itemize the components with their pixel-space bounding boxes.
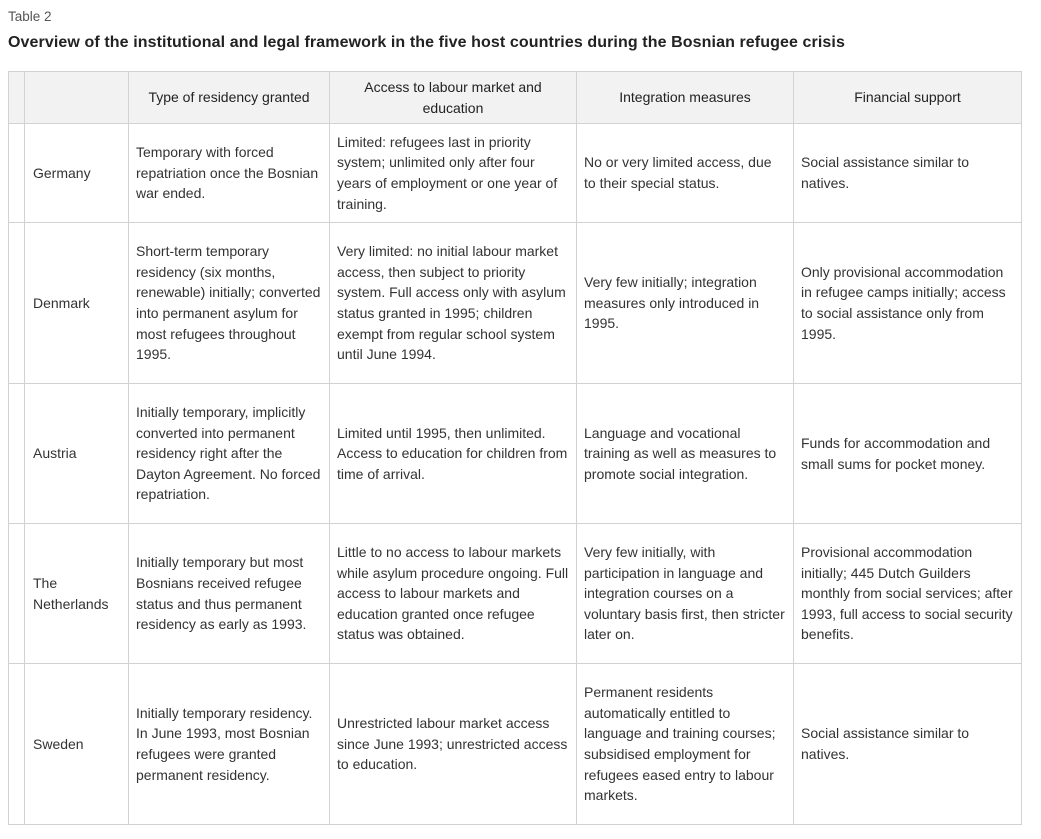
row-stub-cell: [9, 524, 25, 664]
table-label: Table 2: [8, 9, 52, 24]
country-cell: Sweden: [25, 664, 129, 825]
table-row: [9, 664, 1022, 825]
financial-cell: Funds for accommodation and small sums for pocket money.: [794, 384, 1022, 524]
financial-cell: Social assistance similar to natives.: [794, 124, 1022, 223]
row-stub-cell: [9, 223, 25, 384]
integration-cell: No or very limited access, due to their special status.: [577, 124, 794, 223]
header-country: [25, 72, 129, 124]
header-stub-cell: [9, 72, 25, 124]
table-row: [9, 223, 1022, 384]
header-labour: Access to labour market and education: [330, 72, 577, 124]
residency-cell: Temporary with forced repatriation once the Bosnian war ended.: [129, 124, 330, 223]
integration-cell: Very few initially; integration measures only introduced in 1995.: [577, 223, 794, 384]
labour-cell: Limited: refugees last in priority system; unlimited only after four years of employment or one year of training.: [330, 124, 577, 223]
integration-cell: Permanent residents automatically entitled to language and training courses; subsidised employment for refugees eased entry to labour markets.: [577, 664, 794, 825]
residency-cell: Initially temporary residency. In June 1993, most Bosnian refugees were granted permanent residency.: [129, 664, 330, 825]
labour-cell: Unrestricted labour market access since June 1993; unrestricted access to education.: [330, 664, 577, 825]
integration-cell: Very few initially, with participation in language and integration courses on a voluntary basis first, then stricter later on.: [577, 524, 794, 664]
labour-cell: Limited until 1995, then unlimited. Access to education for children from time of arrival.: [330, 384, 577, 524]
residency-cell: Initially temporary, implicitly converted into permanent residency right after the Dayton Agreement. No forced repatriation.: [129, 384, 330, 524]
labour-cell: Little to no access to labour markets while asylum procedure ongoing. Full access to labour markets and education granted once refugee status was obtained.: [330, 524, 577, 664]
country-cell: Denmark: [25, 223, 129, 384]
financial-cell: Only provisional accommodation in refugee camps initially; access to social assistance only from 1995.: [794, 223, 1022, 384]
table-row: [9, 124, 1022, 223]
country-cell: Germany: [25, 124, 129, 223]
financial-cell: Provisional accommodation initially; 445 Dutch Guilders monthly from social services; after 1993, full access to social security benefits.: [794, 524, 1022, 664]
table-row: [9, 384, 1022, 524]
header-financial: Financial support: [794, 72, 1022, 124]
framework-table: [8, 71, 1022, 825]
row-stub-cell: [9, 384, 25, 524]
financial-cell: Social assistance similar to natives.: [794, 664, 1022, 825]
header-integration: Integration measures: [577, 72, 794, 124]
labour-cell: Very limited: no initial labour market access, then subject to priority system. Full access only with asylum status granted in 1995; children exempt from regular school system until June 1994.: [330, 223, 577, 384]
table-title: Overview of the institutional and legal framework in the five host countries during the Bosnian refugee crisis: [8, 34, 845, 51]
row-stub-cell: [9, 124, 25, 223]
table-header-row: [9, 72, 1022, 124]
row-stub-cell: [9, 664, 25, 825]
residency-cell: Initially temporary but most Bosnians received refugee status and thus permanent residency as early as 1993.: [129, 524, 330, 664]
table-row: [9, 524, 1022, 664]
country-cell: The Netherlands: [25, 524, 129, 664]
country-cell: Austria: [25, 384, 129, 524]
integration-cell: Language and vocational training as well as measures to promote social integration.: [577, 384, 794, 524]
residency-cell: Short-term temporary residency (six months, renewable) initially; converted into permanent asylum for most refugees throughout 1995.: [129, 223, 330, 384]
header-residency: Type of residency granted: [129, 72, 330, 124]
